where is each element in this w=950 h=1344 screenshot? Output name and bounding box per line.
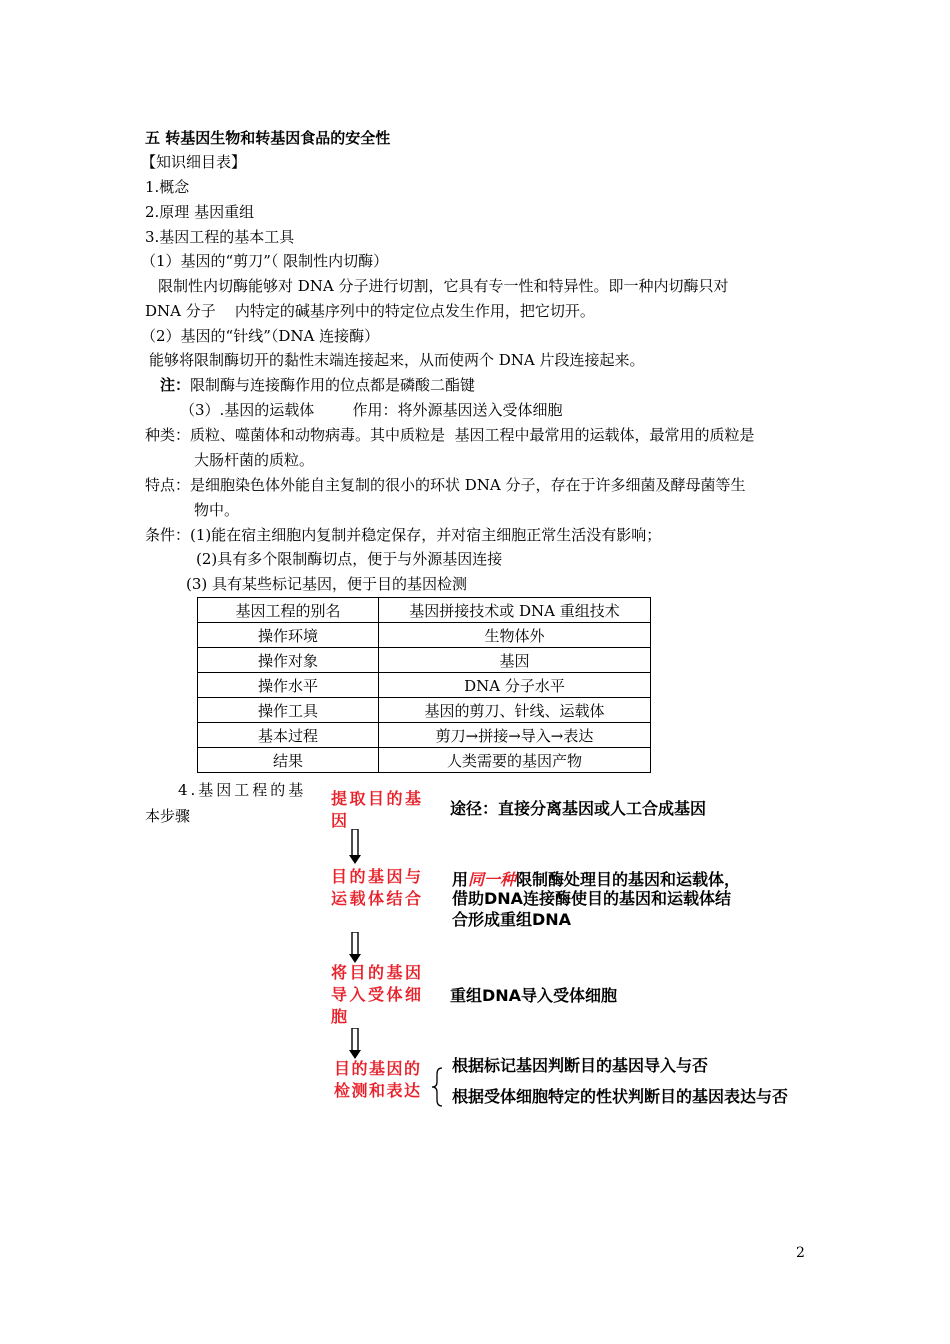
needle-paragraph: 能够将限制酶切开的黏性末端连接起来，从而使两个 DNA 片段连接起来。	[149, 351, 645, 369]
table-row	[198, 748, 651, 773]
table-cell-value: 生物体外	[379, 623, 651, 648]
table-row	[198, 598, 651, 623]
flow-desc-extract: 途径：直接分离基因或人工合成基因	[450, 799, 707, 818]
table-row	[198, 648, 651, 673]
flow-desc-combine-line1	[452, 869, 740, 890]
table-cell-label: 结果	[198, 748, 379, 773]
table-cell-label: 操作环境	[198, 623, 379, 648]
vector-condition-3: (3) 具有某些标记基因，便于目的基因检测	[186, 575, 468, 593]
flow-desc-combine-line3: 合形成重组DNA	[452, 910, 572, 929]
table-cell-value: 基因拼接技术或 DNA 重组技术	[379, 598, 651, 623]
page-number: 2	[796, 1245, 805, 1261]
table-cell-label: 操作对象	[198, 648, 379, 673]
vector-kinds-line2: 大肠杆菌的质粒。	[194, 451, 315, 469]
scissors-paragraph-line1: 限制性内切酶能够对 DNA 分子进行切割，它具有专一性和特异性。即一种内切酶只对	[158, 277, 729, 295]
table-cell-value: 基因	[379, 648, 651, 673]
item-principle: 2.原理 基因重组	[145, 203, 255, 221]
note-text: 限制酶与连接酶作用的位点都是磷酸二酯键	[190, 376, 476, 394]
needle-title: （2）基因的“针线”（DNA 连接酶）	[141, 327, 380, 345]
flow-step-detect-express: 目的基因的检测和表达	[334, 1059, 420, 1100]
table-cell-label: 基本过程	[198, 723, 379, 748]
vector-feature-line1: 特点：是细胞染色体外能自主复制的很小的环状 DNA 分子，存在于许多细菌及酵母菌等生	[145, 476, 746, 494]
vector-feature-line2: 物中。	[194, 501, 240, 519]
vector-kinds-line1: 种类：质粒、噬菌体和动物病毒。其中质粒是 基因工程中最常用的运载体，最常用的质粒是	[145, 426, 755, 444]
flow-desc-detect-2: 根据受体细胞特定的性状判断目的基因表达与否	[452, 1087, 789, 1106]
left-brace-icon	[430, 1066, 446, 1108]
vector-condition-2: (2)具有多个限制酶切点，便于与外源基因连接	[196, 550, 503, 568]
steps-label-line2: 本步骤	[145, 807, 191, 825]
desc-text: 用	[452, 870, 469, 889]
down-arrow-icon	[348, 829, 362, 865]
table-row	[198, 623, 651, 648]
emphasis-text: 同一种	[468, 870, 517, 889]
table-cell-label: 操作工具	[198, 698, 379, 723]
table-row	[198, 723, 651, 748]
vector-condition-1: 条件：(1)能在宿主细胞内复制并稳定保存，并对宿主细胞正常生活没有影响；	[145, 526, 662, 544]
flow-step-extract-gene: 提取目的基因	[331, 789, 421, 830]
vector-title: （3）.基因的运载体 作用：将外源基因送入受体细胞	[180, 401, 563, 419]
section-heading: 五 转基因生物和转基因食品的安全性	[145, 129, 391, 147]
scissors-title: （1）基因的“剪刀”（ 限制性内切酶）	[141, 252, 389, 270]
table-cell-value: 基因的剪刀、针线、运载体	[379, 698, 651, 723]
table-row	[198, 698, 651, 723]
flow-step-introduce-gene: 将目的基因导入受体细胞	[331, 963, 421, 1026]
table-cell-value: 剪刀→拼接→导入→表达	[379, 723, 651, 748]
desc-text: 限制酶处理目的基因和运载体，	[516, 870, 741, 889]
flow-desc-introduce: 重组DNA导入受体细胞	[450, 986, 618, 1005]
item-concept: 1.概念	[145, 178, 190, 196]
table-row	[198, 673, 651, 698]
flow-desc-detect-1: 根据标记基因判断目的基因导入与否	[452, 1056, 709, 1075]
knowledge-table-title: 【知识细目表】	[141, 153, 247, 171]
table-cell-label: 基因工程的别名	[198, 598, 379, 623]
flow-desc-combine-line2: 借助DNA连接酶使目的基因和运载体结	[452, 889, 732, 908]
table-cell-value: 人类需要的基因产物	[379, 748, 651, 773]
table-cell-value: DNA 分子水平	[379, 673, 651, 698]
flow-step-combine-vector: 目的基因与运载体结合	[331, 867, 421, 908]
gene-engineering-summary-table	[197, 597, 651, 773]
steps-label-line1: 4.基因工程的基	[178, 781, 307, 799]
scissors-paragraph-line2: DNA 分子 内特定的碱基序列中的特定位点发生作用，把它切开。	[145, 302, 595, 320]
note-line	[160, 375, 475, 395]
down-arrow-icon	[348, 1028, 362, 1060]
item-tools: 3.基因工程的基本工具	[145, 228, 295, 246]
note-label: 注：	[160, 376, 191, 394]
down-arrow-icon	[348, 932, 362, 964]
table-cell-label: 操作水平	[198, 673, 379, 698]
